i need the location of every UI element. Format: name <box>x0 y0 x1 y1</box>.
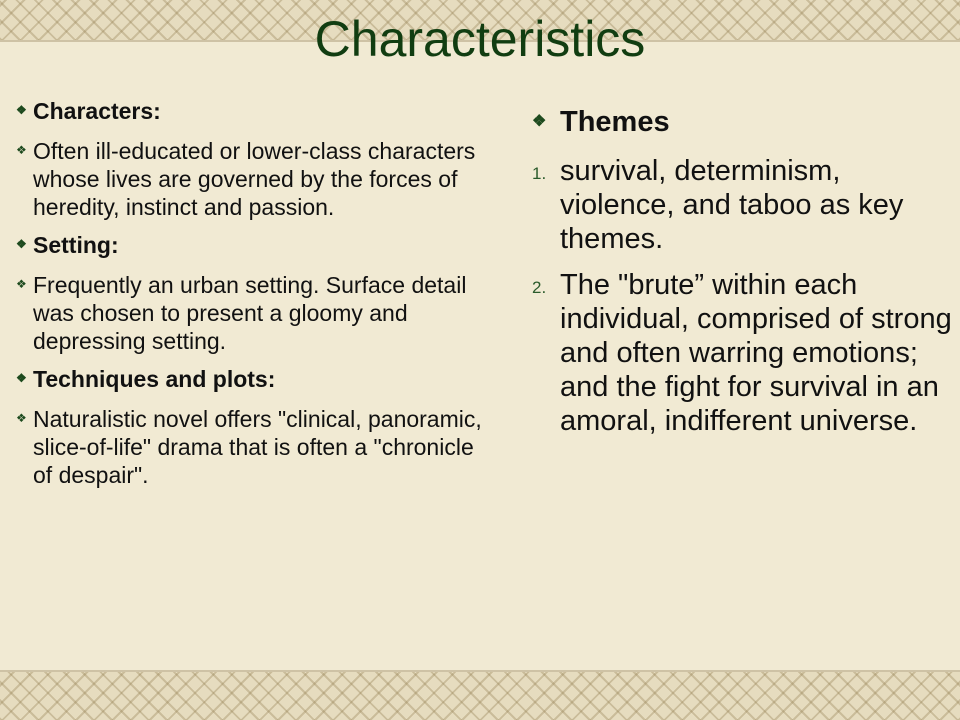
diamond-bullet-icon: ❖ <box>532 113 547 130</box>
characters-text: Often ill-educated or lower-class characters whose lives are governed by the forces of heredity, instinct and passion. <box>33 138 476 220</box>
diamond-bullet-icon: ❖ <box>16 143 27 157</box>
bottom-border-line <box>0 670 960 672</box>
setting-text-item <box>16 271 496 355</box>
techniques-heading: Techniques and plots: <box>33 366 276 392</box>
characters-heading: Characters: <box>33 98 161 124</box>
diamond-bullet-icon: ❖ <box>16 277 27 291</box>
theme-list-item <box>532 154 952 256</box>
characters-text-item <box>16 137 496 221</box>
themes-heading: Themes <box>560 106 670 138</box>
diamond-bullet-icon: ❖ <box>16 237 27 251</box>
list-number: 1. <box>532 164 547 183</box>
diamond-bullet-icon: ❖ <box>16 411 27 425</box>
characters-heading-item <box>16 97 496 125</box>
theme-text: The "brute” within each individual, comprised of strong and often warring emotions; and the fight for survival in an amoral, indifferent universe. <box>560 269 952 437</box>
list-number: 2. <box>532 278 547 297</box>
techniques-text: Naturalistic novel offers "clinical, panoramic, slice-of-life" drama that is often a "chronicle of despair". <box>33 406 482 488</box>
right-column <box>532 105 952 450</box>
theme-text: survival, determinism, violence, and taboo as key themes. <box>560 155 904 255</box>
diamond-bullet-icon: ❖ <box>16 371 27 385</box>
techniques-heading-item <box>16 365 496 393</box>
page-title: Characteristics <box>314 11 646 67</box>
setting-text: Frequently an urban setting. Surface detail was chosen to present a gloomy and depressing setting. <box>33 272 467 354</box>
themes-heading-item <box>532 105 952 139</box>
setting-heading-item <box>16 231 496 259</box>
techniques-text-item <box>16 405 496 489</box>
diamond-bullet-icon: ❖ <box>16 103 27 117</box>
setting-heading: Setting: <box>33 232 119 258</box>
theme-list-item <box>532 268 952 438</box>
bottom-border-pattern <box>0 672 960 720</box>
left-column <box>16 97 496 499</box>
